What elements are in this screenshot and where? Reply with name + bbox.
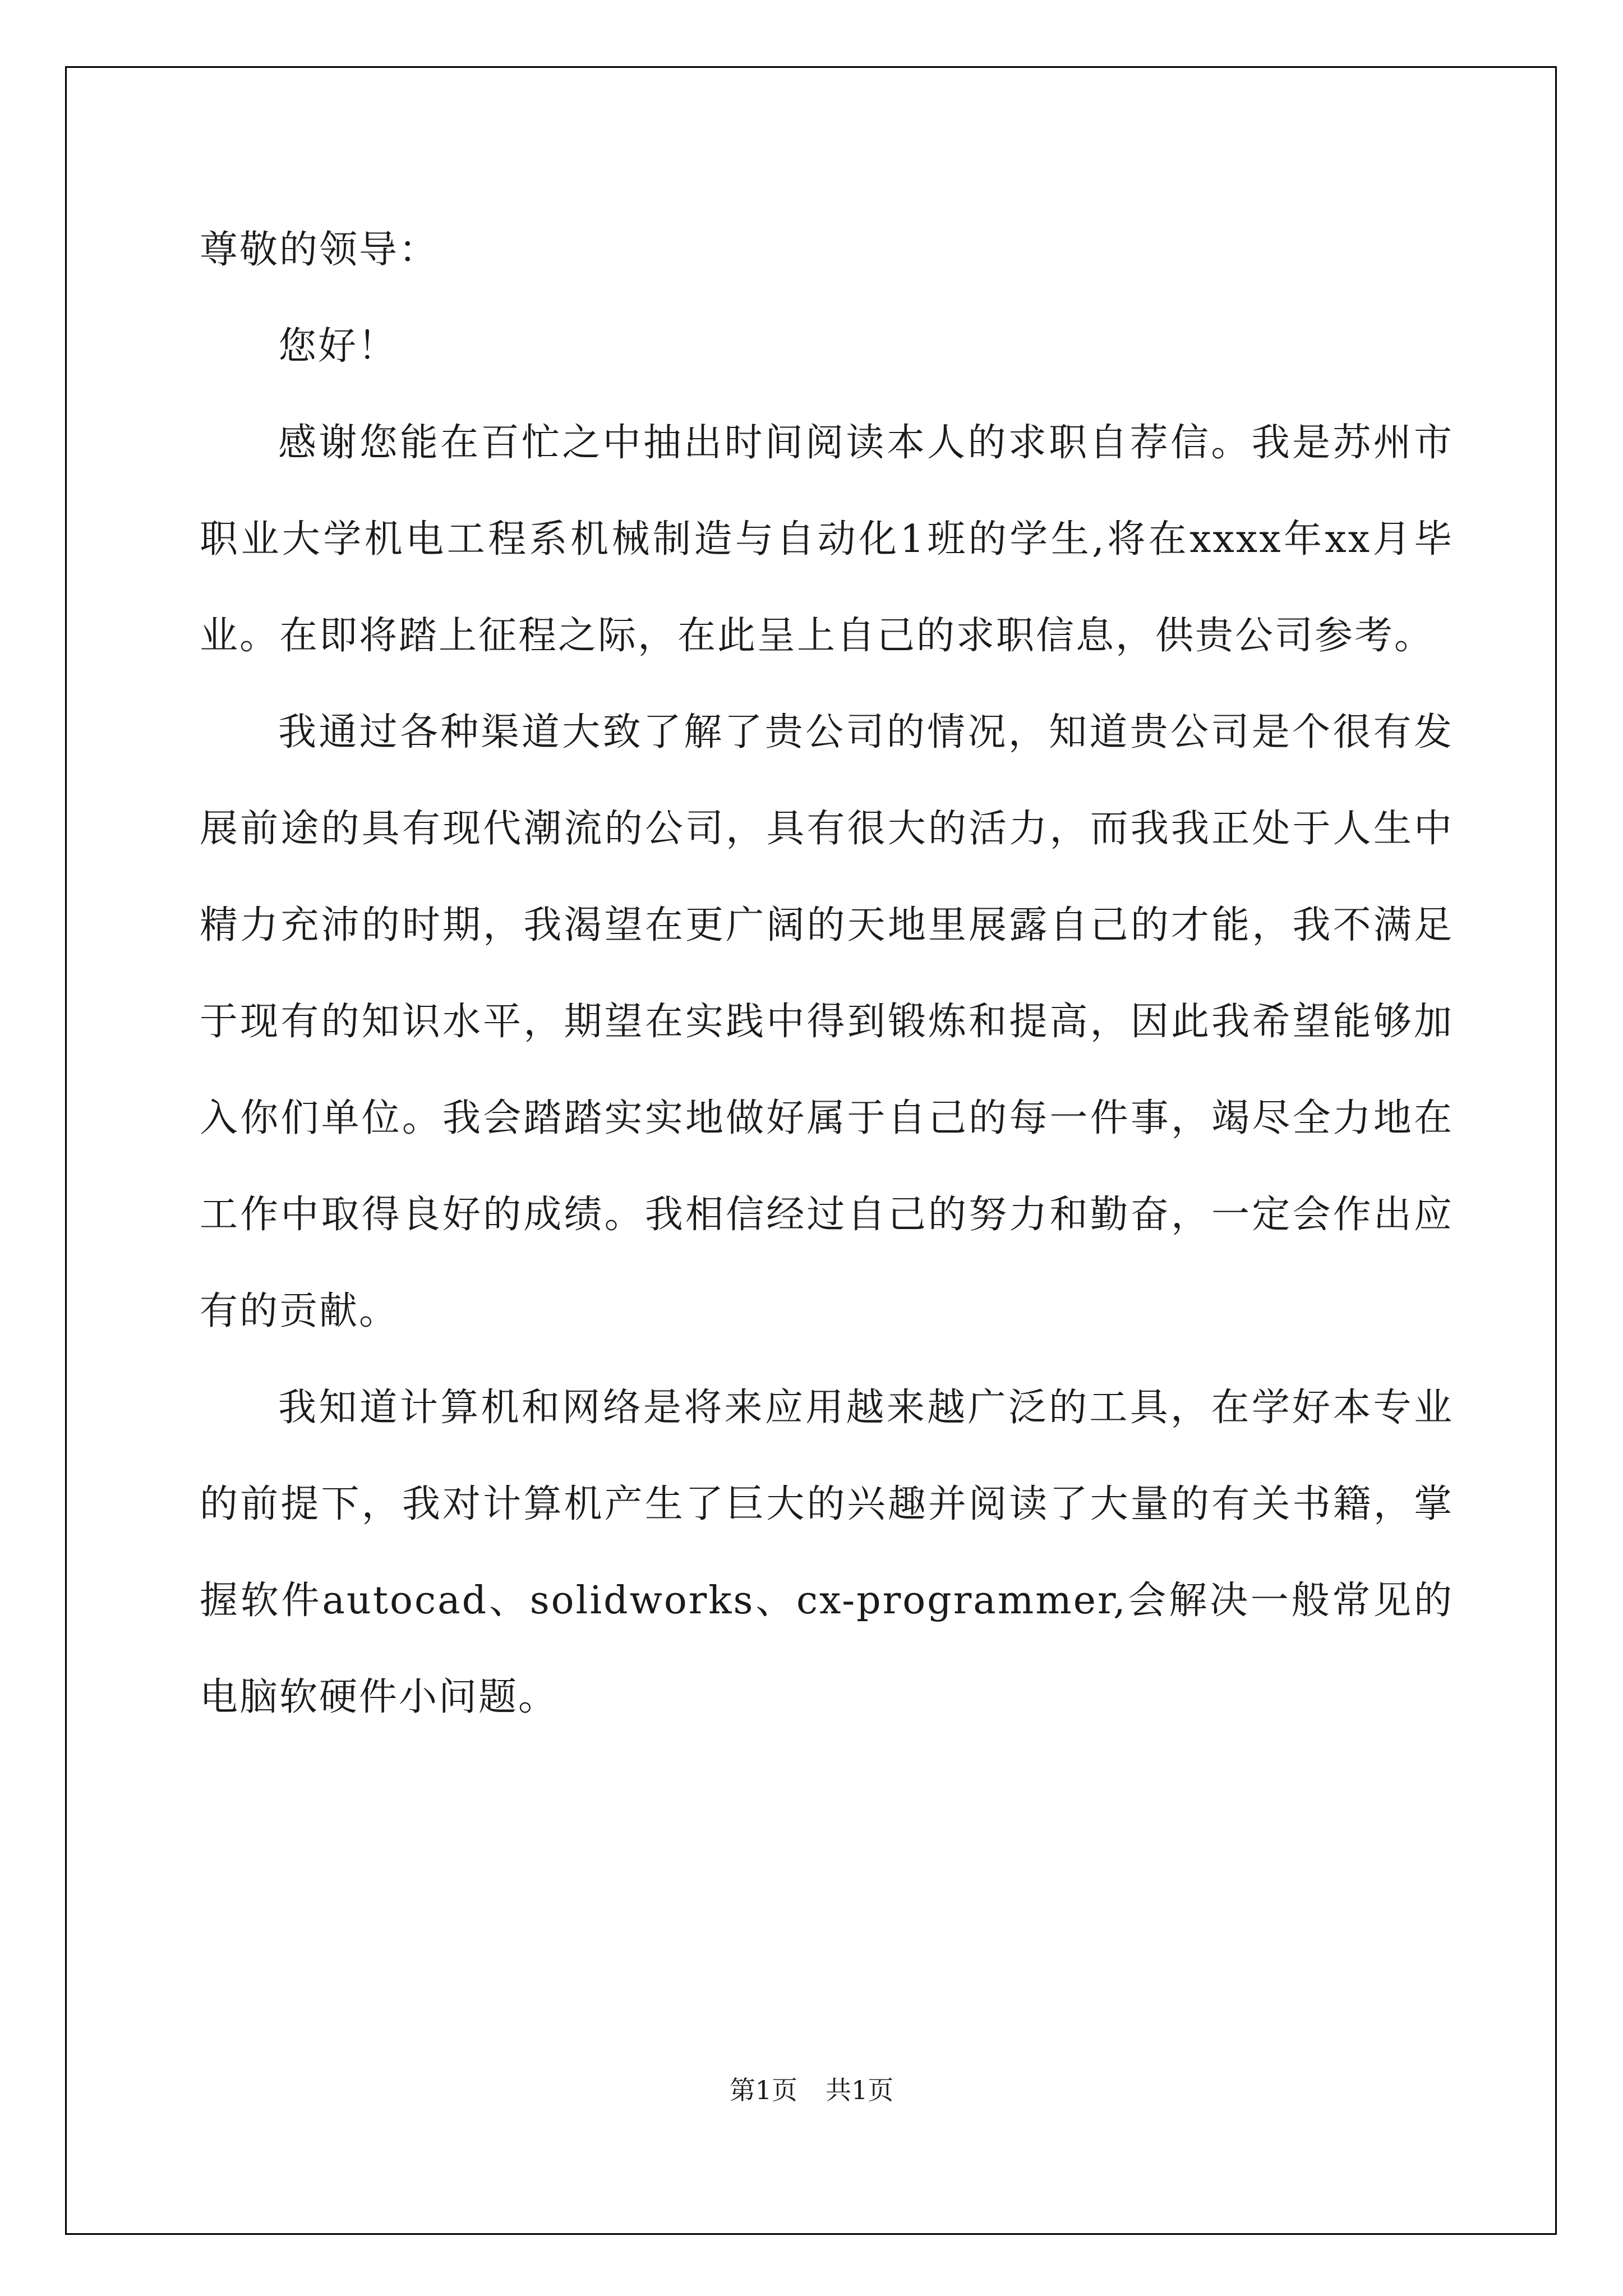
letter-body (200, 202, 1454, 1746)
paragraph-motivation: 我通过各种渠道大致了解了贵公司的情况，知道贵公司是个很有发展前途的具有现代潮流的公司，具有很大的活力，而我我正处于人生中精力充沛的时期，我渴望在更广阔的天地里展露自己的才能，我不满足于现有的知识水平，期望在实践中得到锻炼和提高，因此我希望能够加入你们单位。我会踏踏实实地做好属于自己的每一件事，竭尽全力地在工作中取得良好的成绩。我相信经过自己的努力和勤奋，一定会作出应有的贡献。 (200, 710, 1454, 1333)
page-number: 第1页 (729, 2075, 797, 2105)
page-total: 共1页 (826, 2075, 894, 2105)
paragraph-intro: 感谢您能在百忙之中抽出时间阅读本人的求职自荐信。我是苏州市职业大学机电工程系机械制造与自动化1班的学生,将在xxxx年xx月毕业。在即将踏上征程之际，在此呈上自己的求职信息，供贵公司参考。 (200, 421, 1454, 658)
paragraph-skills: 我知道计算机和网络是将来应用越来越广泛的工具，在学好本专业的前提下，我对计算机产生了巨大的兴趣并阅读了大量的有关书籍，掌握软件autocad、solidworks、cx-programmer,会解决一般常见的电脑软硬件小问题。 (200, 1386, 1454, 1719)
page-footer (0, 2070, 1623, 2107)
salutation: 尊敬的领导： (200, 228, 439, 272)
greeting: 您好！ (278, 324, 398, 369)
